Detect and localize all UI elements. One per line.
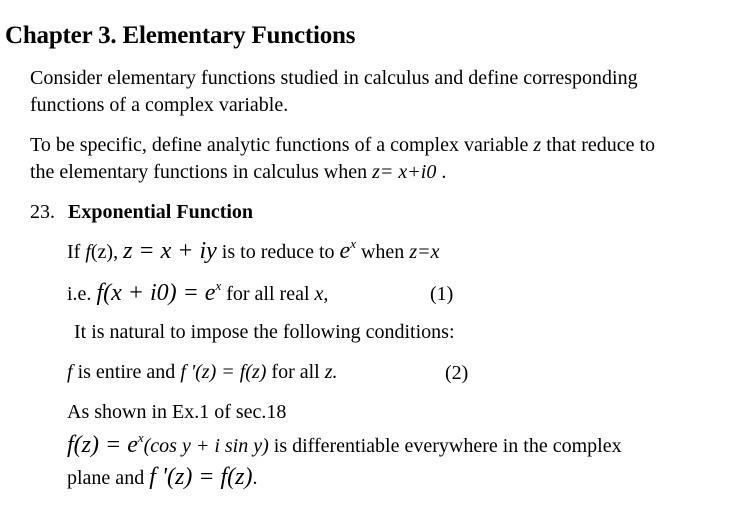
z-definition: z = x + iy — [123, 238, 217, 264]
equation-number-2: (2) — [445, 362, 469, 384]
definition-line: $f(z) = e^x(\cos$ y + i sin y) is differentiable everywhere in the complex — [67, 430, 622, 458]
plane-line: plane and f '(z) = f(z). — [67, 464, 258, 490]
intro-paragraph — [30, 65, 638, 119]
section-name: Exponential Function — [68, 201, 254, 223]
specific-line-1: To be specific, define analytic functions of a complex variable z that reduce to — [30, 134, 656, 156]
chapter-heading: Chapter 3. Elementary Functions — [5, 22, 356, 49]
equation-number-1: (1) — [430, 283, 454, 305]
natural-line: It is natural to impose the following conditions: — [74, 321, 455, 343]
exp-e: e — [339, 238, 351, 264]
section-heading — [30, 201, 253, 224]
specific-paragraph — [30, 132, 655, 186]
shown-line: As shown in Ex.1 of sec.18 — [67, 401, 287, 423]
specific-line-2: the elementary functions in calculus when z= x+i0 . — [30, 161, 447, 183]
intro-line-1: Consider elementary functions studied in calculus and define corresponding — [30, 67, 638, 89]
ie-line: i.e. $f(x + i0) = e^x$ for all real x, — [67, 278, 329, 306]
section-number: 23. — [30, 201, 55, 223]
intro-line-2: functions of a complex variable. — [30, 94, 289, 116]
if-line: If f(z), z = x + iy is to reduce to $e^x$ when z=x — [67, 236, 440, 264]
condition-line: f is entire and f '(z) = f(z) for all z. — [67, 361, 338, 383]
